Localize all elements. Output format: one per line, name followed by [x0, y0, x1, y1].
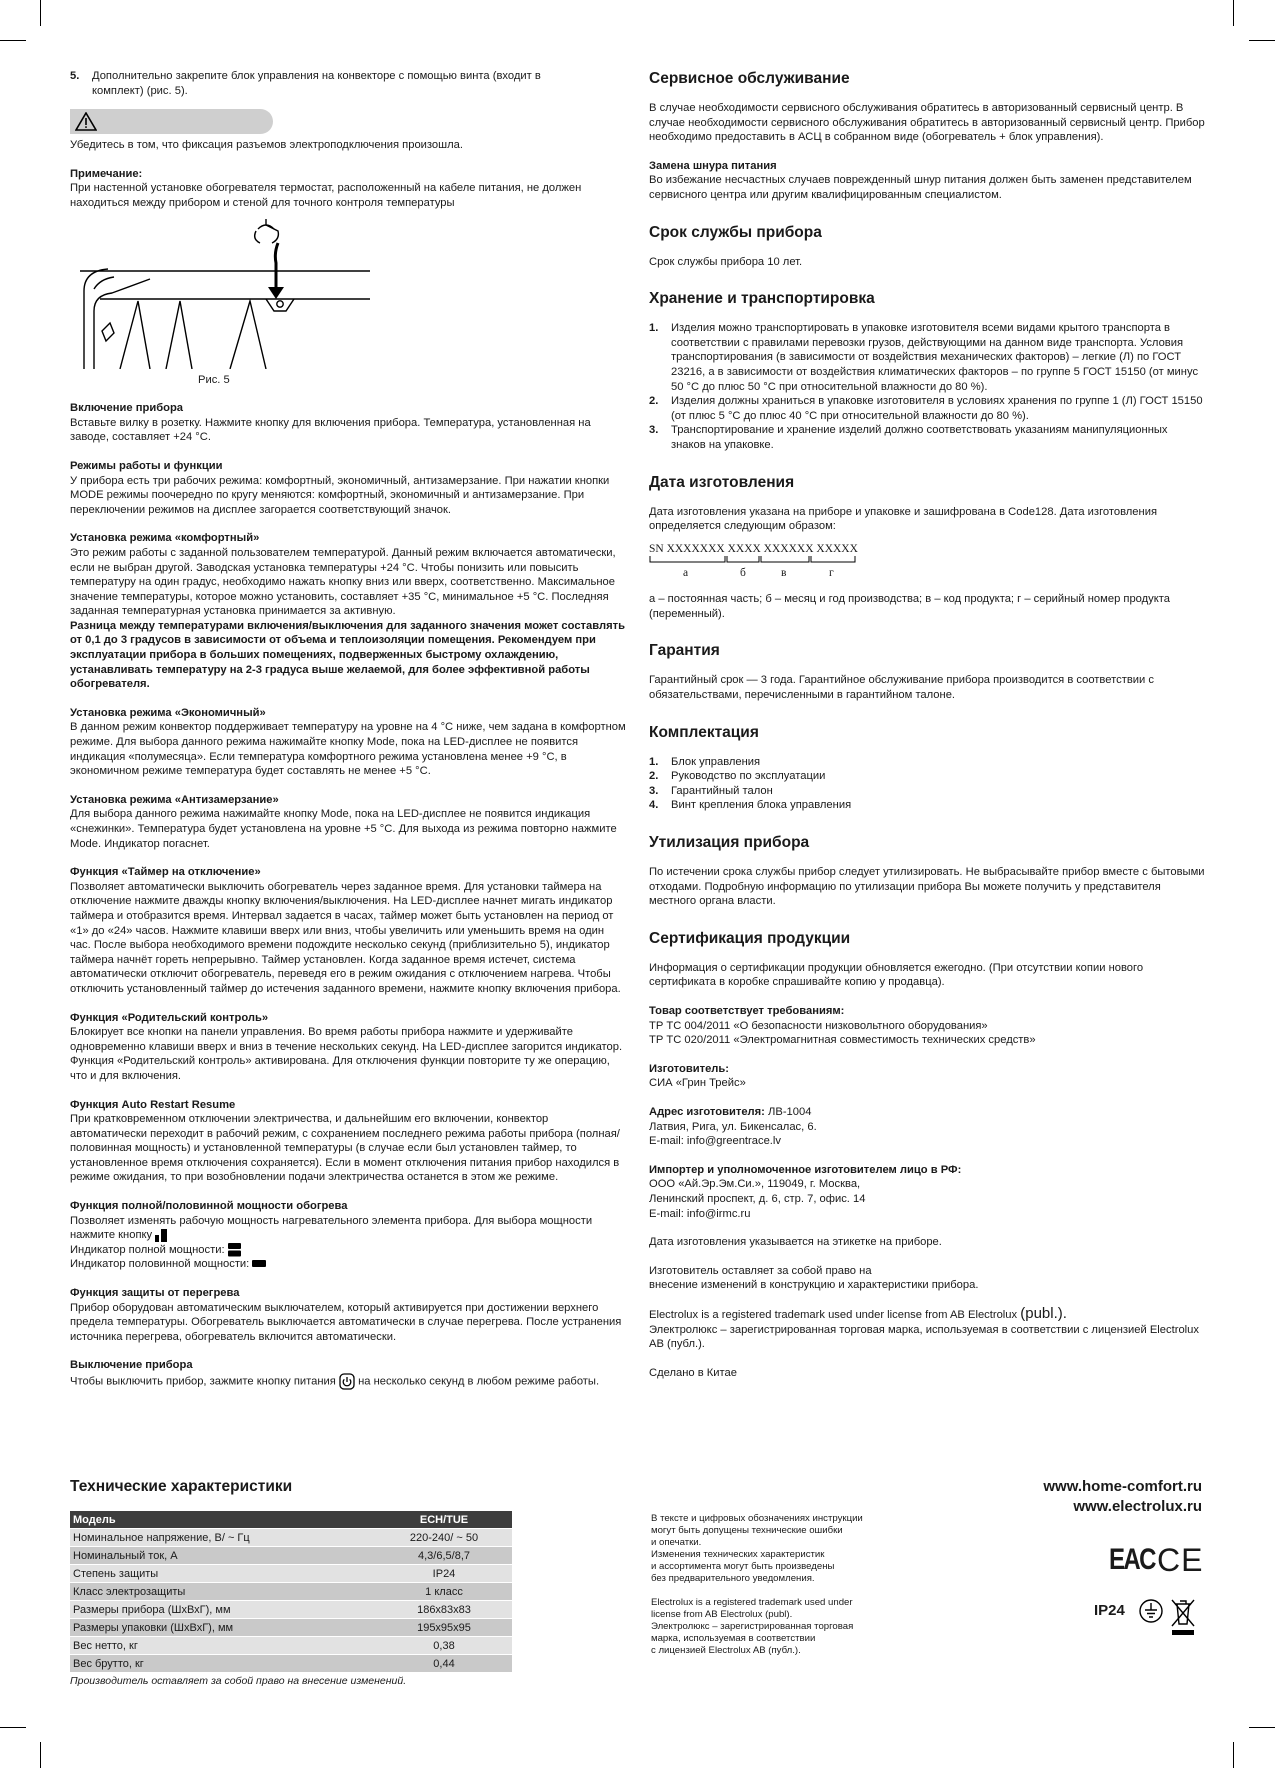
crop-mark [1233, 0, 1234, 26]
section-text: Дата изготовления указана на приборе и упаковке и зашифрована в Code128. Дата изготовления определяется следующим образом: [649, 505, 1158, 533]
specs-table [70, 1511, 512, 1673]
section-text: По истечении срока службы прибор следует утилизировать. Не выбрасывайте прибор вместе с бытовыми отходами. Подробную информацию по утилизации прибора Вы можете получить у представителя местного органа власти. [649, 866, 1205, 908]
spec-label: Размеры упаковки (ШхВхГ), мм [70, 1619, 376, 1637]
section-heading: Срок службы прибора [649, 223, 822, 241]
serial-brackets [649, 556, 859, 564]
list-number: 2. [649, 395, 659, 408]
section-heading: Дата изготовления [649, 473, 795, 491]
section-text: внесение изменений в конструкцию и характеристики прибора. [649, 1279, 979, 1292]
section-text: Латвия, Рига, ул. Бикенсалас, 6. [649, 1120, 817, 1133]
crop-mark [1249, 1727, 1275, 1728]
spec-value: 4,3/6,5/8,7 [376, 1547, 512, 1565]
eac-mark: EAC [1109, 1543, 1155, 1576]
trademark-en-text: Electrolux is a registered trademark used under license from AB Electrolux [649, 1308, 1018, 1321]
section-timer [70, 865, 626, 996]
table-row [70, 1619, 512, 1637]
section-text: У прибора есть три рабочих режима: комфортный, экономичный, антизамерзание. При нажатии кнопки MODE режимы поочередно по кругу меняются: комфортный, экономичный и антизамерзание. При переключении режимов на дисплее загорается соответствующий значок. [70, 474, 610, 516]
section-text: При кратковременном отключении электричества, и дальнейшим его включении, конвектор автоматически переходит в рабочий режим, с сохранением последнего режима работы прибора (полная/половинная мощность) и установленной температуры (в случае если был установлен таймер, то установленное время отключения сохраняется). Если в момент отключения питания прибор находился в режиме ожидания, то при возобновлении подачи электричества останется в этом же режиме. [70, 1113, 620, 1184]
full-power-line [70, 1243, 626, 1258]
spec-label: Вес брутто, кг [70, 1655, 376, 1673]
list-item [649, 784, 1205, 799]
list-item [649, 423, 1205, 452]
section-heading: Сертификация продукции [649, 929, 851, 947]
spec-value: 1 класс [376, 1583, 512, 1601]
warning-bar [70, 109, 273, 134]
section-power-level [70, 1199, 626, 1272]
section-text: Прибор оборудован автоматическим выключателем, который активируется при достижении верхнего предела температуры. Обогреватель выключается автоматически в случае перегрева. После устранения источника перегрева, обогреватель включится автоматически. [70, 1301, 622, 1343]
section-text: Изготовитель оставляет за собой право на [649, 1264, 872, 1277]
crop-mark [40, 0, 41, 26]
section-text: E-mail: info@irmc.ru [649, 1207, 751, 1220]
crop-mark [1249, 40, 1275, 41]
table-row [70, 1655, 512, 1673]
section-text: В данном режим конвектор поддерживает температуру на уровне на 4 °С ниже, чем задана в комфортном режиме. Для выбора данного режима нажимайте кнопку Mode, пока на LED-дисплее не появится индикация «полумесяца». Если температура комфортного режима установлена менее +9 °С, в экономичном режиме температура будет составлять не менее +5 °С. [70, 721, 626, 778]
section-text: ТР ТС 020/2011 «Электромагнитная совместимость технических средств» [649, 1034, 1036, 1047]
small-line: и опечатки. [651, 1537, 702, 1548]
section-parental [70, 1011, 626, 1084]
table-row [70, 1529, 512, 1547]
section-title: Установка режима «комфортный» [70, 532, 260, 545]
weee-bin-icon [1170, 1596, 1196, 1638]
step-number: 5. [70, 70, 80, 82]
serial-letter: б [740, 567, 746, 580]
address-label: Адрес изготовителя: [649, 1105, 765, 1118]
section-comfort [70, 531, 626, 692]
spec-value: IP24 [376, 1565, 512, 1583]
small-line: и ассортимента могут быть произведены [651, 1561, 835, 1572]
website-link[interactable]: www.electrolux.ru [1073, 1498, 1202, 1515]
half-power-label: Индикатор половинной мощности: [70, 1258, 250, 1271]
warning-icon [75, 112, 97, 131]
list-item [649, 755, 1205, 770]
small-line: В тексте и цифровых обозначениях инструкции [651, 1513, 863, 1524]
spec-label: Вес нетто, кг [70, 1637, 376, 1655]
footer-small-print [651, 1513, 921, 1657]
section-text [70, 1214, 626, 1243]
spec-value: 186х83х83 [376, 1601, 512, 1619]
section-title: Выключение прибора [70, 1359, 193, 1372]
small-line: могут быть допущены технические ошибки [651, 1525, 843, 1536]
section-antifreeze [70, 793, 626, 851]
spec-label: Степень защиты [70, 1565, 376, 1583]
ground-icon [1138, 1598, 1164, 1624]
small-line: Изменения технических характеристик [651, 1549, 825, 1560]
small-line: марка, используемая в соответствии [651, 1633, 816, 1644]
section-title: Замена шнура питания [649, 159, 777, 172]
small-line: Электролюкс – зарегистрированная торговая [651, 1621, 854, 1632]
trademark-publ: (publ.). [1020, 1304, 1067, 1322]
spec-value: 220-240/ ~ 50 [376, 1529, 512, 1547]
section-heading: Хранение и транспортировка [649, 290, 875, 308]
left-column [70, 69, 626, 1390]
section-title: Функция полной/половинной мощности обогрева [70, 1200, 348, 1213]
list-number: 2. [649, 770, 659, 783]
step-list [70, 69, 626, 98]
specs-footnote: Производитель оставляет за собой право на внесение изменений. [70, 1675, 407, 1687]
power-off-text-a: Чтобы выключить прибор, зажмите кнопку питания [70, 1375, 336, 1388]
section-title: Функция «Родительский контроль» [70, 1011, 269, 1024]
list-text: Блок управления [671, 755, 761, 768]
list-number: 1. [649, 322, 659, 335]
section-title: Установка режима «Антизамерзание» [70, 793, 279, 806]
section-text: Для выбора данного режима нажимайте кнопку Mode, пока на LED-дисплее не появится индикация «снежинки». Температура будет установлена на уровне +5 °С. Для выхода из режима повторно нажмите Mode. Индикатор погаснет. [70, 808, 617, 850]
section-modes [70, 459, 626, 517]
specs-header-row [70, 1511, 512, 1529]
list-item [649, 769, 1205, 784]
section-title: Функция «Таймер на отключение» [70, 866, 261, 879]
step-5 [70, 69, 626, 98]
power-text: Позволяет изменять рабочую мощность нагревательного элемента прибора. Для выбора мощности нажмите кнопку [70, 1214, 593, 1242]
section-text [70, 1373, 626, 1390]
list-item [649, 798, 1205, 813]
crop-mark [0, 1727, 26, 1728]
serial-letter: г [829, 567, 834, 580]
list-text: Изделия должны храниться в упаковке изготовителя в условиях хранения по группе 1 (Л) ГОСТ 15150 (от плюс 5 °С до плюс 40 °С при относительной влажности до 80 %). [671, 395, 1203, 422]
table-row [70, 1601, 512, 1619]
small-line: license from AB Electrolux (publ). [651, 1609, 793, 1620]
list-number: 3. [649, 424, 659, 437]
section-text: Электролюкс – зарегистрированная торговая марка, используемая в соответствии с лицензией Electrolux AB (публ.). [649, 1323, 1199, 1351]
list-item [649, 321, 1205, 394]
power-button-icon [339, 1373, 355, 1390]
section-title: Включение прибора [70, 402, 183, 415]
section-bold-note: Разница между температурами включения/выключения для заданного значения может составлять от 0,1 до 3 градусов в зависимости от объема и теплоизоляции помещения. Рекомендуем при эксплуатации прибора в больших помещениях, подверженных быстрому охлаждению, устанавливать температуру на 2-3 градуса выше желаемой, для более эффективной работы обогревателя. [70, 619, 625, 691]
spec-value: 195х95х95 [376, 1619, 512, 1637]
address-line [649, 1105, 1205, 1120]
crop-mark [0, 40, 26, 41]
section-text: E-mail: info@greentrace.lv [649, 1135, 781, 1148]
list-item [649, 394, 1205, 423]
section-text: Вставьте вилку в розетку. Нажмите кнопку для включения прибора. Температура, установленная на заводе, составляет +24 °С. [70, 416, 591, 444]
specs-header-cell: ECH/TUE [376, 1511, 512, 1529]
section-heading: Утилизация прибора [649, 834, 810, 852]
section-text: В случае необходимости сервисного обслуживания обратитесь в авторизованный сервисный центр. В случае необходимости сервисного обслуживания обратитесь в авторизованный сервисный центр. Прибор необходимо предоставить в АСЦ в собранном виде (обогреватель + блок управления). [649, 102, 1205, 144]
section-title: Изготовитель: [649, 1062, 729, 1075]
section-heading: Сервисное обслуживание [649, 70, 850, 87]
safety-marks [1090, 1596, 1210, 1646]
list-number: 4. [649, 799, 659, 812]
ip-rating: IP24 [1094, 1602, 1125, 1619]
power-level-icon [155, 1229, 168, 1242]
table-row [70, 1565, 512, 1583]
note-text: При настенной установке обогревателя термостат, расположенный на кабеле питания, не должен находиться между прибором и стеной для точного контроля температуры [70, 182, 582, 209]
section-heading: Комплектация [649, 723, 759, 741]
serial-number: SN XXXXXXX XXXX XXXXXX XXXXX [649, 542, 858, 555]
section-text: ООО «Ай.Эр.Эм.Си.», 119049, г. Москва, [649, 1178, 861, 1191]
note-title: Примечание: [70, 167, 143, 180]
section-text: Блокирует все кнопки на панели управления. Во время работы прибора нажмите и удерживайте одновременно клавиши вверх и вниз в течение нескольких секунд. На LED-дисплее загорится индикатор. Функция «Родительский контроль» активирована. Для отключения функции повторите ту же операцию, что и для включения. [70, 1026, 623, 1082]
specs-header-cell: Модель [70, 1511, 376, 1529]
spec-value: 0,38 [376, 1637, 512, 1655]
serial-number-diagram [649, 542, 1205, 579]
ce-mark: CE [1157, 1542, 1204, 1578]
section-text: Это режим работы с заданной пользователем температурой. Данный режим включается автоматически, если не выбран другой. Заводская установка температуры +24 °С. Чтобы понизить или повысить температуру на один градус, необходимо нажать кнопку вниз или вверх, соответственно. Максимальное значение температуры, которое можно установить, составляет +35 °С, минимальное +5 °С. Последняя заданная температурная установка принимается за активную. [70, 546, 616, 618]
figure-caption: Рис. 5 [198, 373, 230, 386]
kit-list [649, 755, 1205, 813]
table-row [70, 1637, 512, 1655]
full-power-label: Индикатор полной мощности: [70, 1243, 225, 1256]
made-in: Сделано в Китае [649, 1366, 737, 1379]
serial-letter: а [683, 567, 689, 580]
section-title: Режимы работы и функции [70, 459, 223, 472]
section-overheat [70, 1286, 626, 1344]
serial-letter: в [781, 567, 787, 580]
list-text: Руководство по эксплуатации [671, 770, 826, 783]
section-title: Функция защиты от перегрева [70, 1287, 240, 1300]
section-text: Дата изготовления указывается на этикетке на приборе. [649, 1236, 942, 1249]
section-power-on [70, 401, 626, 445]
figure-5 [80, 219, 380, 369]
storage-list [649, 321, 1205, 452]
list-text: Гарантийный талон [671, 784, 773, 797]
address-value: ЛВ-1004 [764, 1105, 812, 1118]
power-off-text-b: на несколько секунд в любом режиме работы. [358, 1375, 600, 1388]
small-line: с лицензией Electrolux AB (публ.). [651, 1645, 801, 1656]
trademark-en [649, 1304, 1205, 1323]
convector-drawing [80, 219, 380, 369]
section-auto-restart [70, 1098, 626, 1186]
serial-letters [649, 564, 1205, 578]
step-text: Дополнительно закрепите блок управления на конвекторе с помощью винта (входит в комплект) (рис. 5). [92, 70, 541, 97]
table-row [70, 1583, 512, 1601]
half-power-icon [252, 1260, 266, 1268]
spec-label: Номинальный ток, А [70, 1547, 376, 1565]
website-link[interactable]: www.home-comfort.ru [1043, 1478, 1202, 1495]
small-line: без предварительного уведомления. [651, 1573, 815, 1584]
section-title: Товар соответствует требованиям: [649, 1005, 845, 1017]
specs-title: Технические характеристики [70, 1478, 293, 1495]
section-text: ТР ТС 004/2011 «О безопасности низковольтного оборудования» [649, 1019, 988, 1032]
section-power-off [70, 1358, 626, 1390]
section-text: Ленинский проспект, д. 6, стр. 7, офис. 14 [649, 1192, 866, 1205]
list-text: Винт крепления блока управления [671, 799, 852, 812]
section-title: Функция Auto Restart Resume [70, 1098, 236, 1111]
certification-marks [1105, 1543, 1205, 1583]
section-title: Импортер и уполномоченное изготовителем лицо в РФ: [649, 1163, 962, 1176]
full-power-icon [228, 1243, 241, 1257]
right-column [649, 69, 1205, 1380]
website-links [980, 1477, 1202, 1517]
list-text: Изделия можно транспортировать в упаковке изготовителя всеми видами крытого транспорта в соответствии с правилами перевозки грузов, действующими на данном виде транспорта. Условия транспортирования (в зависимости от воздействия механических факторов) – легкие (Л) по ГОСТ 23216, а в зависимости от воздействия климатических факторов – по группе 5 ГОСТ 15150 (от минус 50 °С до плюс 50 °С при относительной влажности до 80 %). [671, 322, 1199, 393]
crop-mark [1233, 1742, 1234, 1768]
list-number: 3. [649, 784, 659, 797]
section-text: СИА «Грин Трейс» [649, 1077, 746, 1090]
list-text: Транспортирование и хранение изделий должно соответствовать указаниям манипуляционных знаков на упаковке. [671, 424, 1168, 451]
spec-label: Размеры прибора (ШхВхГ), мм [70, 1601, 376, 1619]
section-title: Установка режима «Экономичный» [70, 706, 266, 719]
half-power-line [70, 1257, 626, 1272]
section-text: а – постоянная часть; б – месяц и год производства; в – код продукта; г – серийный номер продукта (переменный). [649, 593, 1171, 620]
specs-block [70, 1477, 626, 1687]
spec-value: 0,44 [376, 1655, 512, 1673]
section-text: Во избежание несчастных случаев поврежденный шнур питания должен быть заменен представителем сервисного центра или другим квалифицированным специалистом. [649, 174, 1192, 201]
list-number: 1. [649, 755, 659, 768]
section-text: Гарантийный срок — 3 года. Гарантийное обслуживание прибора производится в соответствии с обязательствами, перечисленными в гарантийном талоне. [649, 674, 1154, 702]
spec-label: Номинальное напряжение, В/ ~ Гц [70, 1529, 376, 1547]
section-text: Информация о сертификации продукции обновляется ежегодно. (При отсутствии копии нового сертификата в коробке спрашивайте копию у продавца). [649, 961, 1144, 989]
section-text: Позволяет автоматически выключить обогреватель через заданное время. Для установки таймера на отключение нажмите дважды кнопку включения/выключения. На LED-дисплее начнет мигать индикатор таймера и отобразится время. Интервал задается в часах, таймер может быть установлен на период от «1» до «24» часов. Нажмите клавиши вверх или вниз, чтобы увеличить или уменьшить время на один час. После выбора необходимого времени подождите несколько секунд (приблизительно 5), индикатор таймера начнёт гореть непрерывно. Таймер установлен. Когда заданное время истечет, система автоматически отключит обогреватель, переведя его в режим ожидания с отключением нагрева. Чтобы отключить установленный таймер до истечения заданного времени, нажмите кнопку включения прибора. [70, 880, 621, 995]
spec-label: Класс электрозащиты [70, 1583, 376, 1601]
section-heading: Гарантия [649, 642, 720, 660]
table-row [70, 1547, 512, 1565]
section-text: Срок службы прибора 10 лет. [649, 255, 803, 268]
section-economy [70, 706, 626, 779]
small-line: Electrolux is a registered trademark used under [651, 1597, 853, 1608]
warning-text: Убедитесь в том, что фиксация разъемов электроподключения произошла. [70, 139, 463, 152]
crop-mark [40, 1742, 41, 1768]
